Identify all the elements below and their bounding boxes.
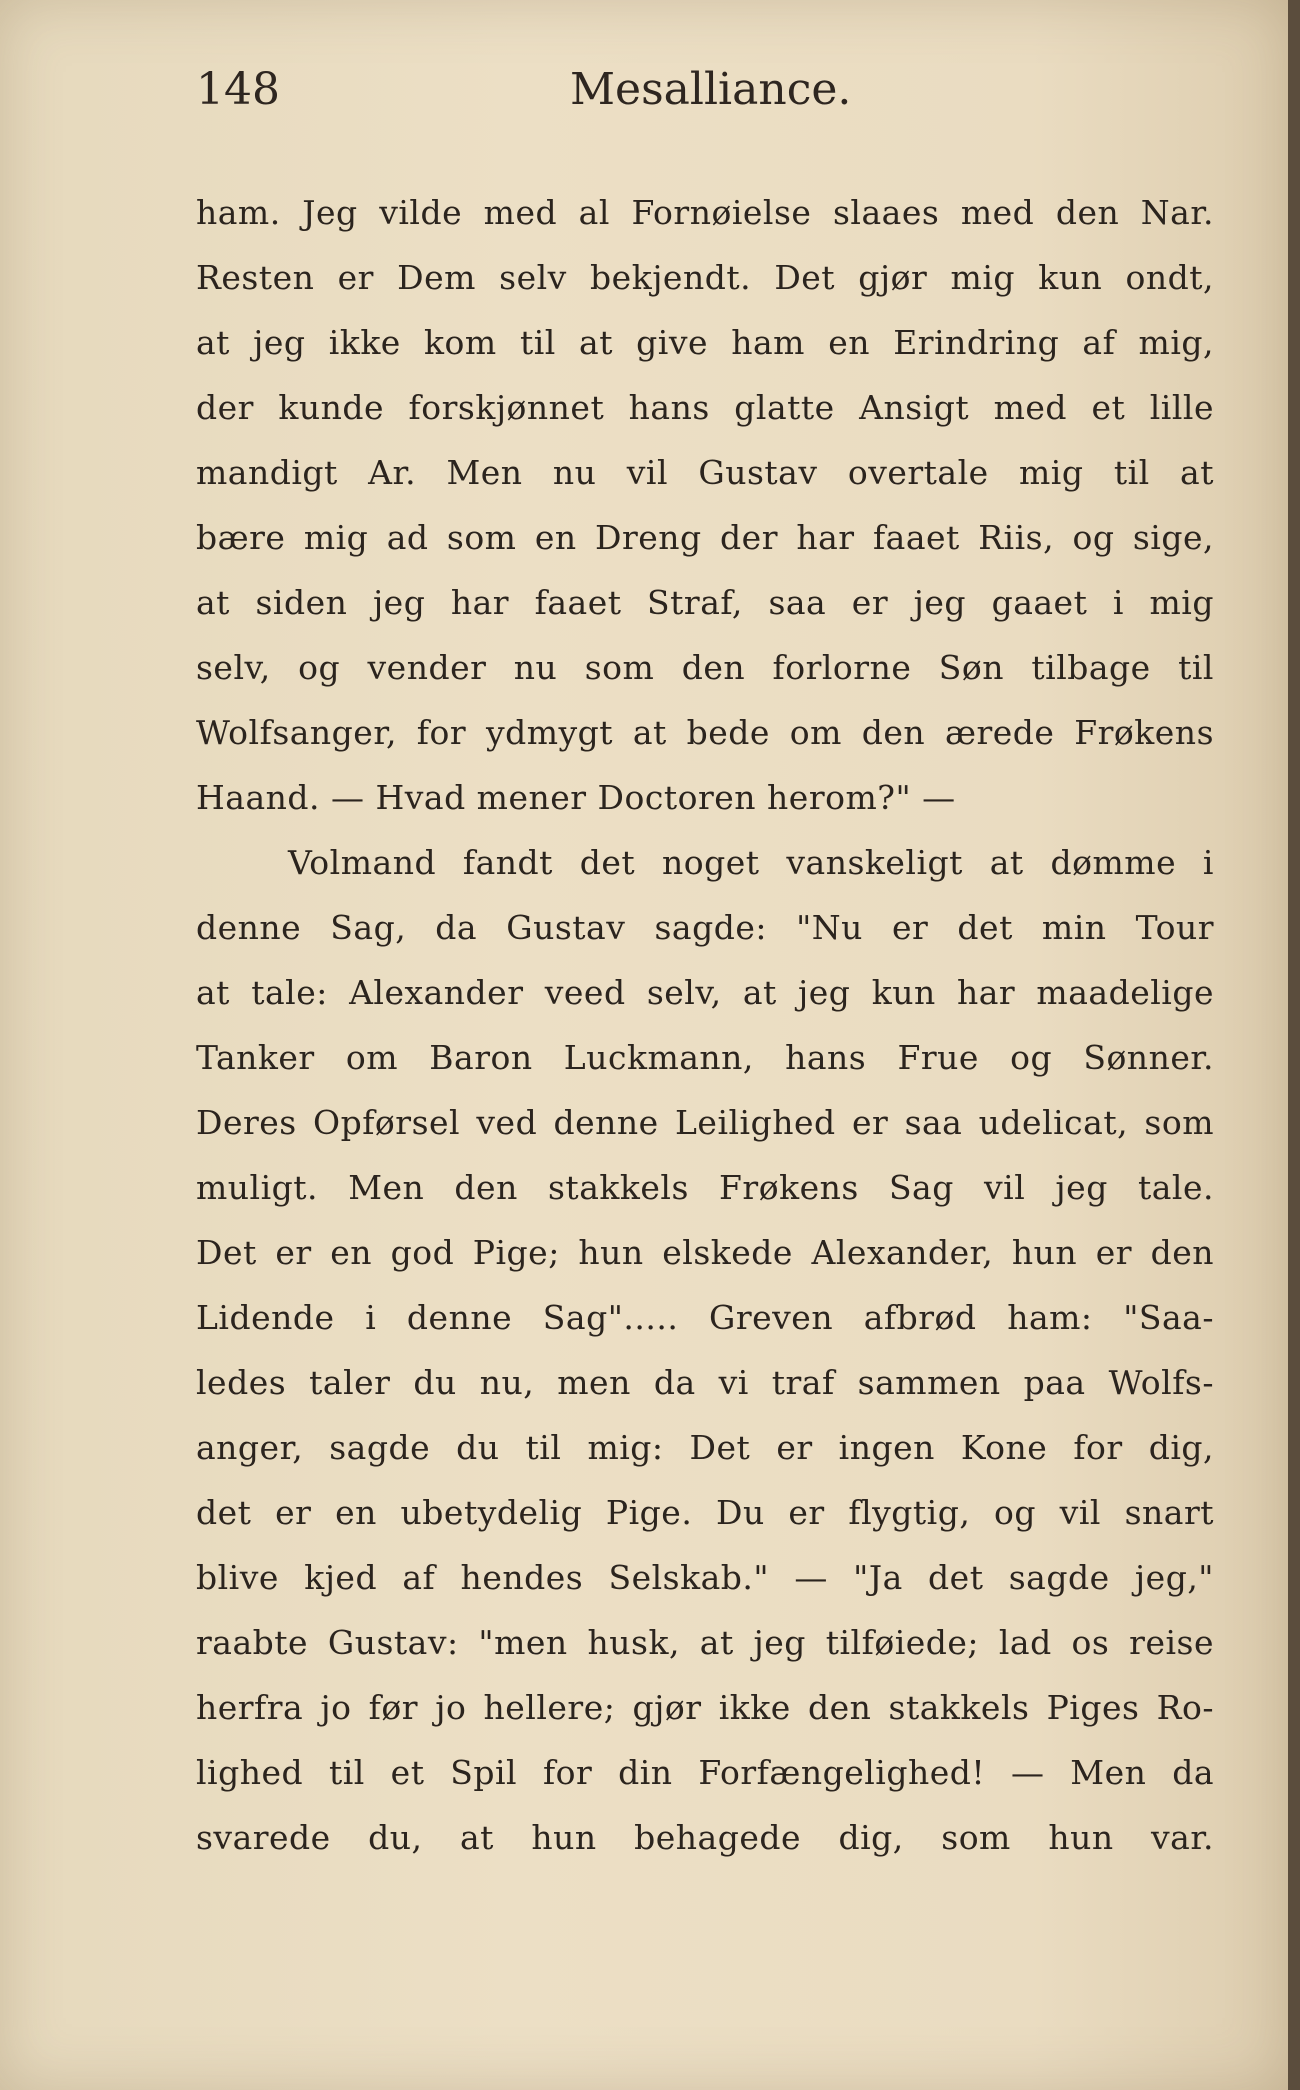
text-line: ham. Jeg vilde med al Fornøielse slaaes med den Nar. (196, 193, 1214, 232)
text-line: at siden jeg har faaet Straf, saa er jeg gaaet i mig (196, 583, 1214, 622)
text-line: selv, og vender nu som den forlorne Søn tilbage til (196, 648, 1214, 687)
text-line: Deres Opførsel ved denne Leilighed er saa udelicat, som (196, 1103, 1214, 1142)
text-line: Haand. — Hvad mener Doctoren herom?" — (196, 778, 956, 817)
text-line: bære mig ad som en Dreng der har faaet Riis, og sige, (196, 518, 1214, 557)
book-gutter (1288, 0, 1300, 2090)
text-line: lighed til et Spil for din Forfængelighed! — Men da (196, 1753, 1214, 1792)
text-line: Resten er Dem selv bekjendt. Det gjør mig kun ondt, (196, 258, 1214, 297)
page-number: 148 (196, 64, 280, 115)
text-line: denne Sag, da Gustav sagde: "Nu er det min Tour (196, 908, 1214, 947)
text-line: Tanker om Baron Luckmann, hans Frue og Sønner. (196, 1038, 1214, 1077)
text-line: at tale: Alexander veed selv, at jeg kun har maadelige (196, 973, 1214, 1012)
text-line: Wolfsanger, for ydmygt at bede om den ærede Frøkens (196, 713, 1214, 752)
text-line: svarede du, at hun behagede dig, som hun var. (196, 1818, 1214, 1857)
paragraph-first-line: Volmand fandt det noget vanskeligt at dømme i (288, 843, 1214, 882)
text-line: Lidende i denne Sag"..... Greven afbrød ham: "Saa- (196, 1298, 1214, 1337)
text-line: herfra jo før jo hellere; gjør ikke den stakkels Piges Ro- (196, 1688, 1214, 1727)
text-line: mandigt Ar. Men nu vil Gustav overtale mig til at (196, 453, 1214, 492)
text-line: det er en ubetydelig Pige. Du er flygtig, og vil snart (196, 1493, 1214, 1532)
text-line: ledes taler du nu, men da vi traf sammen paa Wolfs- (196, 1363, 1214, 1402)
text-line: blive kjed af hendes Selskab." — "Ja det sagde jeg," (196, 1558, 1214, 1597)
text-line: at jeg ikke kom til at give ham en Erindring af mig, (196, 323, 1214, 362)
running-title: Mesalliance. (570, 64, 852, 115)
text-line: der kunde forskjønnet hans glatte Ansigt med et lille (196, 388, 1214, 427)
text-line: muligt. Men den stakkels Frøkens Sag vil jeg tale. (196, 1168, 1214, 1207)
body-text (196, 180, 1214, 1870)
text-line: Det er en god Pige; hun elskede Alexander, hun er den (196, 1233, 1214, 1272)
text-line: raabte Gustav: "men husk, at jeg tilføiede; lad os reise (196, 1623, 1214, 1662)
text-line: anger, sagde du til mig: Det er ingen Kone for dig, (196, 1428, 1214, 1467)
